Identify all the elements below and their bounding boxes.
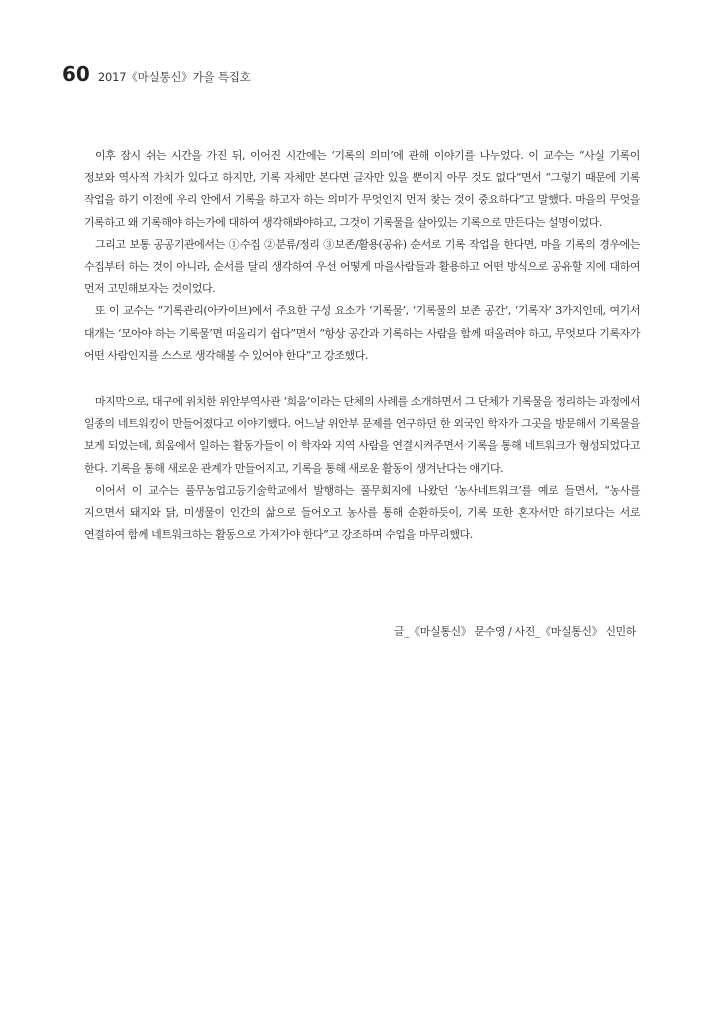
author-credit: 글_《마실통신》 문수영 / 사진_《마실통신》 신민하 — [393, 625, 636, 638]
section-gap — [84, 367, 640, 391]
page-number: 60 — [62, 62, 90, 86]
paragraph-heeum-case: 마지막으로, 대구에 위치한 위안부역사관 ‘희움’이라는 단체의 사례를 소개하면서 그 단체가 기록물을 정리하는 과정에서 일종의 네트워킹이 만들어졌다고 이야기했다. 어느날 위안부 문제를 연구하던 한 외국인 학자가 그곳을 방문해서 기록물을 보게 되었는데, 희움에서 일하는 활동가들이 이 학자와 지역 사람을 연결시켜주면서 기록을 통해 네트워크가 형성되었다고 한다. 기록을 통해 새로운 관계가 만들어지고, 기록을 통해 새로운 활동이 생겨난다는 얘기다. — [84, 395, 640, 475]
article-body — [84, 145, 640, 546]
page-header — [62, 62, 251, 86]
running-title: 2017《마실통신》가을 특집호 — [97, 70, 251, 84]
paragraph-record-process: 그리고 보통 공공기관에서는 ①수집 ②분류/정리 ③보존/활용(공유) 순서로 기록 작업을 한다면, 마을 기록의 경우에는 수집부터 하는 것이 아니라, 순서를 달리 생각하여 우선 어떻게 마을사람들과 활용하고 어떤 방식으로 공유할 지에 대하여 먼저 고민해보자는 것이었다. — [84, 237, 640, 296]
paragraph-archive-components: 또 이 교수는 “기록관리(아카이브)에서 주요한 구성 요소가 ‘기록물’, ‘기록물의 보존 공간’, ‘기록자’ 3가지인데, 여기서 대개는 ‘모아야 하는 기록물’면 떠올리기 쉽다”면서 “항상 공간과 기록하는 사람을 함께 떠올려야 하고, 무엇보다 기록자가 어떤 사람인지를 스스로 생각해볼 수 있어야 한다”고 강조했다. — [84, 304, 640, 362]
paragraph-meaning-of-records: 이후 잠시 쉬는 시간을 가진 뒤, 이어진 시간에는 ‘기록의 의미’에 관해 이야기를 나누었다. 이 교수는 “사실 기록이 정보와 역사적 가치가 있다고 하지만, 기록 자체만 본다면 글자만 있을 뿐이지 아무 것도 없다”면서 “그렇기 때문에 기록 작업을 하기 이전에 우리 안에서 기록을 하고자 하는 의미가 무엇인지 먼저 찾는 것이 중요하다”고 말했다. 마을의 무엇을 기록하고 왜 기록해야 하는가에 대하여 생각해봐야하고, 그것이 기록물을 살아있는 기록으로 만든다는 설명이었다. — [84, 149, 640, 229]
paragraph-farming-network: 이어서 이 교수는 풀무농업고등기술학교에서 발행하는 풀무회지에 나왔던 ‘농사네트워크’를 예로 들면서, “농사를 지으면서 돼지와 닭, 미생물이 인간의 삶으로 들어오고 농사를 통해 순환하듯이, 기록 또한 혼자서만 하기보다는 서로 연결하여 함께 네트워크하는 활동으로 가져가야 한다”고 강조하며 수업을 마무리했다. — [84, 483, 640, 542]
